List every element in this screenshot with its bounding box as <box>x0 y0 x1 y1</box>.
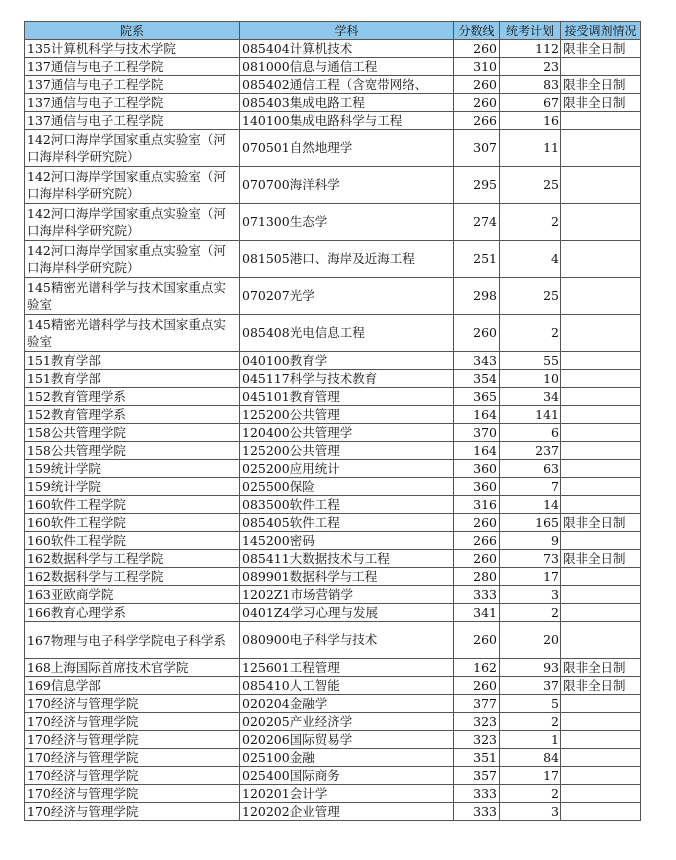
cell-plan: 5 <box>500 695 561 713</box>
table-row <box>25 352 641 370</box>
cell-transfer: 限非全日制 <box>561 550 641 568</box>
cell-dept: 160软件工程学院 <box>25 514 240 532</box>
cell-subject: 045117科学与技术教育 <box>240 370 454 388</box>
cell-score: 341 <box>454 604 500 622</box>
cell-dept: 160软件工程学院 <box>25 532 240 550</box>
cell-plan: 112 <box>500 40 561 58</box>
cell-dept: 170经济与管理学院 <box>25 803 240 821</box>
cell-subject: 089901数据科学与工程 <box>240 568 454 586</box>
cell-transfer: 限非全日制 <box>561 659 641 677</box>
cell-subject: 140100集成电路科学与工程 <box>240 112 454 130</box>
cell-subject: 040100教育学 <box>240 352 454 370</box>
cell-dept: 135计算机科学与技术学院 <box>25 40 240 58</box>
cell-plan: 165 <box>500 514 561 532</box>
cell-plan: 3 <box>500 803 561 821</box>
cell-transfer <box>561 388 641 406</box>
cell-score: 260 <box>454 94 500 112</box>
cell-transfer: 限非全日制 <box>561 677 641 695</box>
header-row <box>25 22 641 40</box>
table-row <box>25 803 641 821</box>
cell-subject: 085402通信工程（含宽带网络、 <box>240 76 454 94</box>
cell-subject: 025200应用统计 <box>240 460 454 478</box>
cell-score: 295 <box>454 167 500 204</box>
cell-subject: 0401Z4学习心理与发展 <box>240 604 454 622</box>
cell-plan: 14 <box>500 496 561 514</box>
cell-transfer <box>561 731 641 749</box>
cell-subject: 085404计算机技术 <box>240 40 454 58</box>
cell-plan: 2 <box>500 204 561 241</box>
cell-dept: 145精密光谱科学与技术国家重点实验室 <box>25 278 240 315</box>
cell-plan: 63 <box>500 460 561 478</box>
cell-dept: 160软件工程学院 <box>25 496 240 514</box>
cell-dept: 151教育学部 <box>25 352 240 370</box>
cell-transfer <box>561 460 641 478</box>
cell-score: 343 <box>454 352 500 370</box>
table-row <box>25 532 641 550</box>
header-transfer: 接受调剂情况 <box>561 22 641 40</box>
cell-dept: 170经济与管理学院 <box>25 749 240 767</box>
cell-subject: 085405软件工程 <box>240 514 454 532</box>
cell-transfer <box>561 749 641 767</box>
table-row <box>25 424 641 442</box>
cell-subject: 125200公共管理 <box>240 406 454 424</box>
cell-dept: 162数据科学与工程学院 <box>25 568 240 586</box>
cell-transfer <box>561 58 641 76</box>
cell-subject: 070207光学 <box>240 278 454 315</box>
cell-plan: 3 <box>500 586 561 604</box>
cell-subject: 125200公共管理 <box>240 442 454 460</box>
table-row <box>25 677 641 695</box>
cell-transfer <box>561 767 641 785</box>
cell-dept: 137通信与电子工程学院 <box>25 58 240 76</box>
cell-transfer <box>561 352 641 370</box>
table-row <box>25 749 641 767</box>
cell-transfer <box>561 204 641 241</box>
table-row <box>25 112 641 130</box>
cell-dept: 142河口海岸学国家重点实验室（河口海岸科学研究院） <box>25 241 240 278</box>
cell-subject: 120400公共管理学 <box>240 424 454 442</box>
cell-dept: 170经济与管理学院 <box>25 785 240 803</box>
cell-plan: 23 <box>500 58 561 76</box>
cell-score: 260 <box>454 40 500 58</box>
table-row <box>25 130 641 167</box>
cell-plan: 6 <box>500 424 561 442</box>
cell-plan: 20 <box>500 622 561 659</box>
table-row <box>25 514 641 532</box>
cell-score: 333 <box>454 803 500 821</box>
cell-dept: 163亚欧商学院 <box>25 586 240 604</box>
cell-score: 351 <box>454 749 500 767</box>
cell-score: 274 <box>454 204 500 241</box>
table-row <box>25 94 641 112</box>
cell-subject: 085408光电信息工程 <box>240 315 454 352</box>
cell-transfer <box>561 424 641 442</box>
cell-subject: 085410人工智能 <box>240 677 454 695</box>
cell-plan: 93 <box>500 659 561 677</box>
cell-dept: 145精密光谱科学与技术国家重点实验室 <box>25 315 240 352</box>
cell-score: 280 <box>454 568 500 586</box>
cell-subject: 045101教育管理 <box>240 388 454 406</box>
cell-dept: 137通信与电子工程学院 <box>25 94 240 112</box>
cell-score: 307 <box>454 130 500 167</box>
cell-transfer <box>561 130 641 167</box>
cell-dept: 158公共管理学院 <box>25 442 240 460</box>
cell-subject: 070700海洋科学 <box>240 167 454 204</box>
cell-score: 251 <box>454 241 500 278</box>
cell-dept: 159统计学院 <box>25 460 240 478</box>
cell-score: 360 <box>454 478 500 496</box>
cell-plan: 84 <box>500 749 561 767</box>
cell-transfer <box>561 586 641 604</box>
cell-dept: 162数据科学与工程学院 <box>25 550 240 568</box>
cell-plan: 67 <box>500 94 561 112</box>
cell-transfer <box>561 112 641 130</box>
cell-dept: 170经济与管理学院 <box>25 731 240 749</box>
cell-subject: 025400国际商务 <box>240 767 454 785</box>
table-row <box>25 550 641 568</box>
cell-dept: 170经济与管理学院 <box>25 713 240 731</box>
cell-dept: 169信息学部 <box>25 677 240 695</box>
cell-dept: 158公共管理学院 <box>25 424 240 442</box>
cell-subject: 080900电子科学与技术 <box>240 622 454 659</box>
cell-dept: 159统计学院 <box>25 478 240 496</box>
cell-subject: 120201会计学 <box>240 785 454 803</box>
cell-transfer <box>561 442 641 460</box>
table-row <box>25 76 641 94</box>
table-row <box>25 568 641 586</box>
cell-dept: 170经济与管理学院 <box>25 695 240 713</box>
table-row <box>25 496 641 514</box>
cell-subject: 020204金融学 <box>240 695 454 713</box>
cell-subject: 120202企业管理 <box>240 803 454 821</box>
cell-score: 162 <box>454 659 500 677</box>
cell-score: 333 <box>454 785 500 803</box>
cell-plan: 37 <box>500 677 561 695</box>
table-row <box>25 767 641 785</box>
cell-plan: 55 <box>500 352 561 370</box>
cell-transfer <box>561 478 641 496</box>
table-row <box>25 278 641 315</box>
cell-plan: 17 <box>500 568 561 586</box>
cell-plan: 25 <box>500 167 561 204</box>
cell-subject: 070501自然地理学 <box>240 130 454 167</box>
cell-subject: 025500保险 <box>240 478 454 496</box>
cell-transfer: 限非全日制 <box>561 40 641 58</box>
cell-plan: 11 <box>500 130 561 167</box>
cell-plan: 141 <box>500 406 561 424</box>
table-row <box>25 442 641 460</box>
cell-dept: 151教育学部 <box>25 370 240 388</box>
cell-dept: 142河口海岸学国家重点实验室（河口海岸科学研究院） <box>25 167 240 204</box>
table-row <box>25 40 641 58</box>
cell-score: 310 <box>454 58 500 76</box>
cell-score: 323 <box>454 731 500 749</box>
table-row <box>25 315 641 352</box>
cell-plan: 2 <box>500 713 561 731</box>
admission-table <box>24 21 641 821</box>
cell-subject: 083500软件工程 <box>240 496 454 514</box>
cell-score: 164 <box>454 442 500 460</box>
cell-score: 260 <box>454 514 500 532</box>
cell-dept: 166教育心理学系 <box>25 604 240 622</box>
cell-transfer <box>561 622 641 659</box>
cell-dept: 167物理与电子科学学院电子科学系 <box>25 622 240 659</box>
cell-score: 323 <box>454 713 500 731</box>
cell-transfer <box>561 713 641 731</box>
cell-dept: 170经济与管理学院 <box>25 767 240 785</box>
cell-score: 298 <box>454 278 500 315</box>
cell-plan: 7 <box>500 478 561 496</box>
cell-transfer <box>561 167 641 204</box>
table-row <box>25 695 641 713</box>
cell-transfer <box>561 803 641 821</box>
cell-transfer: 限非全日制 <box>561 514 641 532</box>
table-row <box>25 659 641 677</box>
cell-subject: 1202Z1市场营销学 <box>240 586 454 604</box>
table-row <box>25 204 641 241</box>
cell-dept: 137通信与电子工程学院 <box>25 112 240 130</box>
header-subject: 学科 <box>240 22 454 40</box>
cell-score: 357 <box>454 767 500 785</box>
table-row <box>25 241 641 278</box>
cell-plan: 83 <box>500 76 561 94</box>
table-row <box>25 785 641 803</box>
cell-plan: 9 <box>500 532 561 550</box>
cell-subject: 085403集成电路工程 <box>240 94 454 112</box>
cell-score: 260 <box>454 550 500 568</box>
table-row <box>25 604 641 622</box>
cell-subject: 081000信息与通信工程 <box>240 58 454 76</box>
header-plan: 统考计划 <box>500 22 561 40</box>
cell-score: 377 <box>454 695 500 713</box>
cell-score: 360 <box>454 460 500 478</box>
cell-subject: 020206国际贸易学 <box>240 731 454 749</box>
cell-transfer <box>561 568 641 586</box>
table-row <box>25 388 641 406</box>
cell-score: 354 <box>454 370 500 388</box>
cell-plan: 4 <box>500 241 561 278</box>
cell-score: 260 <box>454 622 500 659</box>
cell-dept: 152教育管理学系 <box>25 388 240 406</box>
cell-subject: 081505港口、海岸及近海工程 <box>240 241 454 278</box>
cell-plan: 237 <box>500 442 561 460</box>
cell-plan: 1 <box>500 731 561 749</box>
table-row <box>25 167 641 204</box>
cell-transfer <box>561 241 641 278</box>
cell-transfer <box>561 695 641 713</box>
cell-plan: 25 <box>500 278 561 315</box>
cell-transfer <box>561 315 641 352</box>
cell-plan: 73 <box>500 550 561 568</box>
cell-score: 260 <box>454 76 500 94</box>
cell-dept: 137通信与电子工程学院 <box>25 76 240 94</box>
table-row <box>25 731 641 749</box>
cell-score: 316 <box>454 496 500 514</box>
cell-score: 260 <box>454 677 500 695</box>
cell-transfer <box>561 278 641 315</box>
cell-plan: 34 <box>500 388 561 406</box>
cell-subject: 025100金融 <box>240 749 454 767</box>
cell-plan: 2 <box>500 604 561 622</box>
cell-subject: 145200密码 <box>240 532 454 550</box>
cell-transfer <box>561 532 641 550</box>
cell-transfer <box>561 406 641 424</box>
cell-transfer: 限非全日制 <box>561 76 641 94</box>
table-row <box>25 713 641 731</box>
cell-score: 260 <box>454 315 500 352</box>
cell-score: 164 <box>454 406 500 424</box>
header-dept: 院系 <box>25 22 240 40</box>
cell-score: 266 <box>454 532 500 550</box>
cell-subject: 085411大数据技术与工程 <box>240 550 454 568</box>
table-row <box>25 586 641 604</box>
cell-subject: 125601工程管理 <box>240 659 454 677</box>
cell-score: 333 <box>454 586 500 604</box>
cell-plan: 10 <box>500 370 561 388</box>
cell-transfer: 限非全日制 <box>561 94 641 112</box>
cell-transfer <box>561 785 641 803</box>
cell-transfer <box>561 496 641 514</box>
cell-score: 365 <box>454 388 500 406</box>
cell-plan: 17 <box>500 767 561 785</box>
cell-dept: 152教育管理学系 <box>25 406 240 424</box>
cell-dept: 142河口海岸学国家重点实验室（河口海岸科学研究院） <box>25 130 240 167</box>
cell-score: 266 <box>454 112 500 130</box>
cell-subject: 071300生态学 <box>240 204 454 241</box>
cell-plan: 2 <box>500 315 561 352</box>
table-row <box>25 370 641 388</box>
table-row <box>25 406 641 424</box>
cell-transfer <box>561 370 641 388</box>
header-score: 分数线 <box>454 22 500 40</box>
cell-plan: 16 <box>500 112 561 130</box>
cell-transfer <box>561 604 641 622</box>
cell-plan: 2 <box>500 785 561 803</box>
table-row <box>25 478 641 496</box>
table-row <box>25 460 641 478</box>
table-row <box>25 58 641 76</box>
cell-dept: 142河口海岸学国家重点实验室（河口海岸科学研究院） <box>25 204 240 241</box>
table-row <box>25 622 641 659</box>
cell-subject: 020205产业经济学 <box>240 713 454 731</box>
cell-dept: 168上海国际首席技术官学院 <box>25 659 240 677</box>
cell-score: 370 <box>454 424 500 442</box>
